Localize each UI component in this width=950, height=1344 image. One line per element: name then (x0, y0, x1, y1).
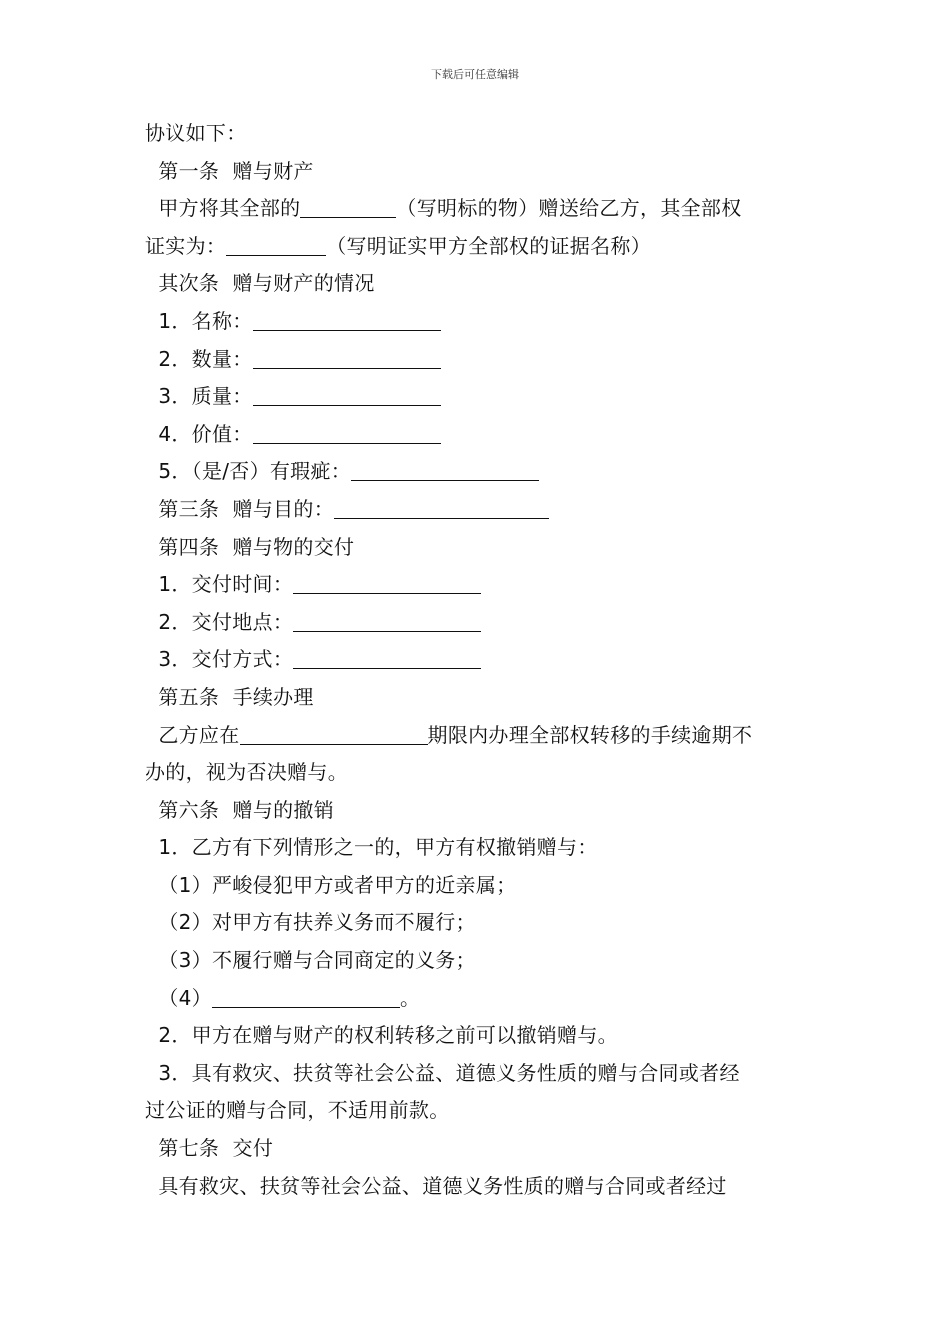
text-line: 具有救灾、扶贫等社会公益、道德义务性质的赠与合同或者经过 (145, 1173, 727, 1198)
article-heading: 第三条 赠与目的： (145, 491, 810, 529)
list-item: 1．乙方有下列情形之一的，甲方有权撤销赠与： (145, 835, 598, 860)
article-heading: 第六条 赠与的撤销 (145, 797, 335, 822)
list-item: （4） 。 (145, 985, 421, 1010)
list-item: 3．具有救灾、扶贫等社会公益、道德义务性质的赠与合同或者经 (145, 1060, 740, 1085)
text-line: 证实为： （写明证实甲方全部权的证据名称） (145, 233, 652, 258)
fill-blank[interactable] (253, 383, 441, 406)
article-heading: 第四条 赠与物的交付 (145, 534, 355, 559)
fill-blank[interactable] (212, 985, 400, 1008)
list-item: 2．交付地点： (145, 604, 810, 642)
fill-blank[interactable] (293, 646, 481, 669)
document-body (145, 115, 810, 1205)
list-item: （1）严峻侵犯甲方或者甲方的近亲属； (145, 872, 517, 897)
text-line: 甲方将其全部的 （写明标的物）赠送给乙方，其全部权 (145, 196, 742, 221)
list-item: 5．（是/否）有瑕疵： (145, 453, 810, 491)
fill-blank[interactable] (334, 496, 549, 519)
list-item: 4．价值： (145, 416, 810, 454)
text-line: 协议如下： (145, 121, 247, 145)
list-item: 3．交付方式： (145, 641, 810, 679)
fill-blank[interactable] (293, 571, 481, 594)
fill-blank[interactable] (240, 722, 428, 745)
fill-blank[interactable] (253, 421, 441, 444)
page-header: 下载后可任意编辑 (431, 68, 519, 81)
text-line: 乙方应在 期限内办理全部权转移的手续逾期不 (145, 722, 753, 747)
fill-blank[interactable] (253, 346, 441, 369)
fill-blank[interactable] (226, 233, 326, 256)
article-heading: 其次条 赠与财产的情况 (145, 271, 375, 296)
text-line: 过公证的赠与合同，不适用前款。 (145, 1098, 450, 1123)
list-item: （3）不履行赠与合同商定的义务； (145, 948, 476, 973)
list-item: （2）对甲方有扶养义务而不履行； (145, 910, 476, 935)
fill-blank[interactable] (300, 195, 396, 218)
text-line: 办的，视为否决赠与。 (145, 760, 348, 785)
list-item: 2．数量： (145, 341, 810, 379)
list-item: 3．质量： (145, 378, 810, 416)
fill-blank[interactable] (253, 308, 441, 331)
article-heading: 第五条 手续办理 (145, 684, 314, 709)
fill-blank[interactable] (293, 609, 481, 632)
list-item: 1．名称： (145, 303, 810, 341)
list-item: 1．交付时间： (145, 566, 810, 604)
article-heading: 第七条 交付 (145, 1136, 274, 1161)
article-heading: 第一条 赠与财产 (145, 158, 314, 183)
fill-blank[interactable] (351, 458, 539, 481)
list-item: 2．甲方在赠与财产的权利转移之前可以撤销赠与。 (145, 1023, 618, 1048)
